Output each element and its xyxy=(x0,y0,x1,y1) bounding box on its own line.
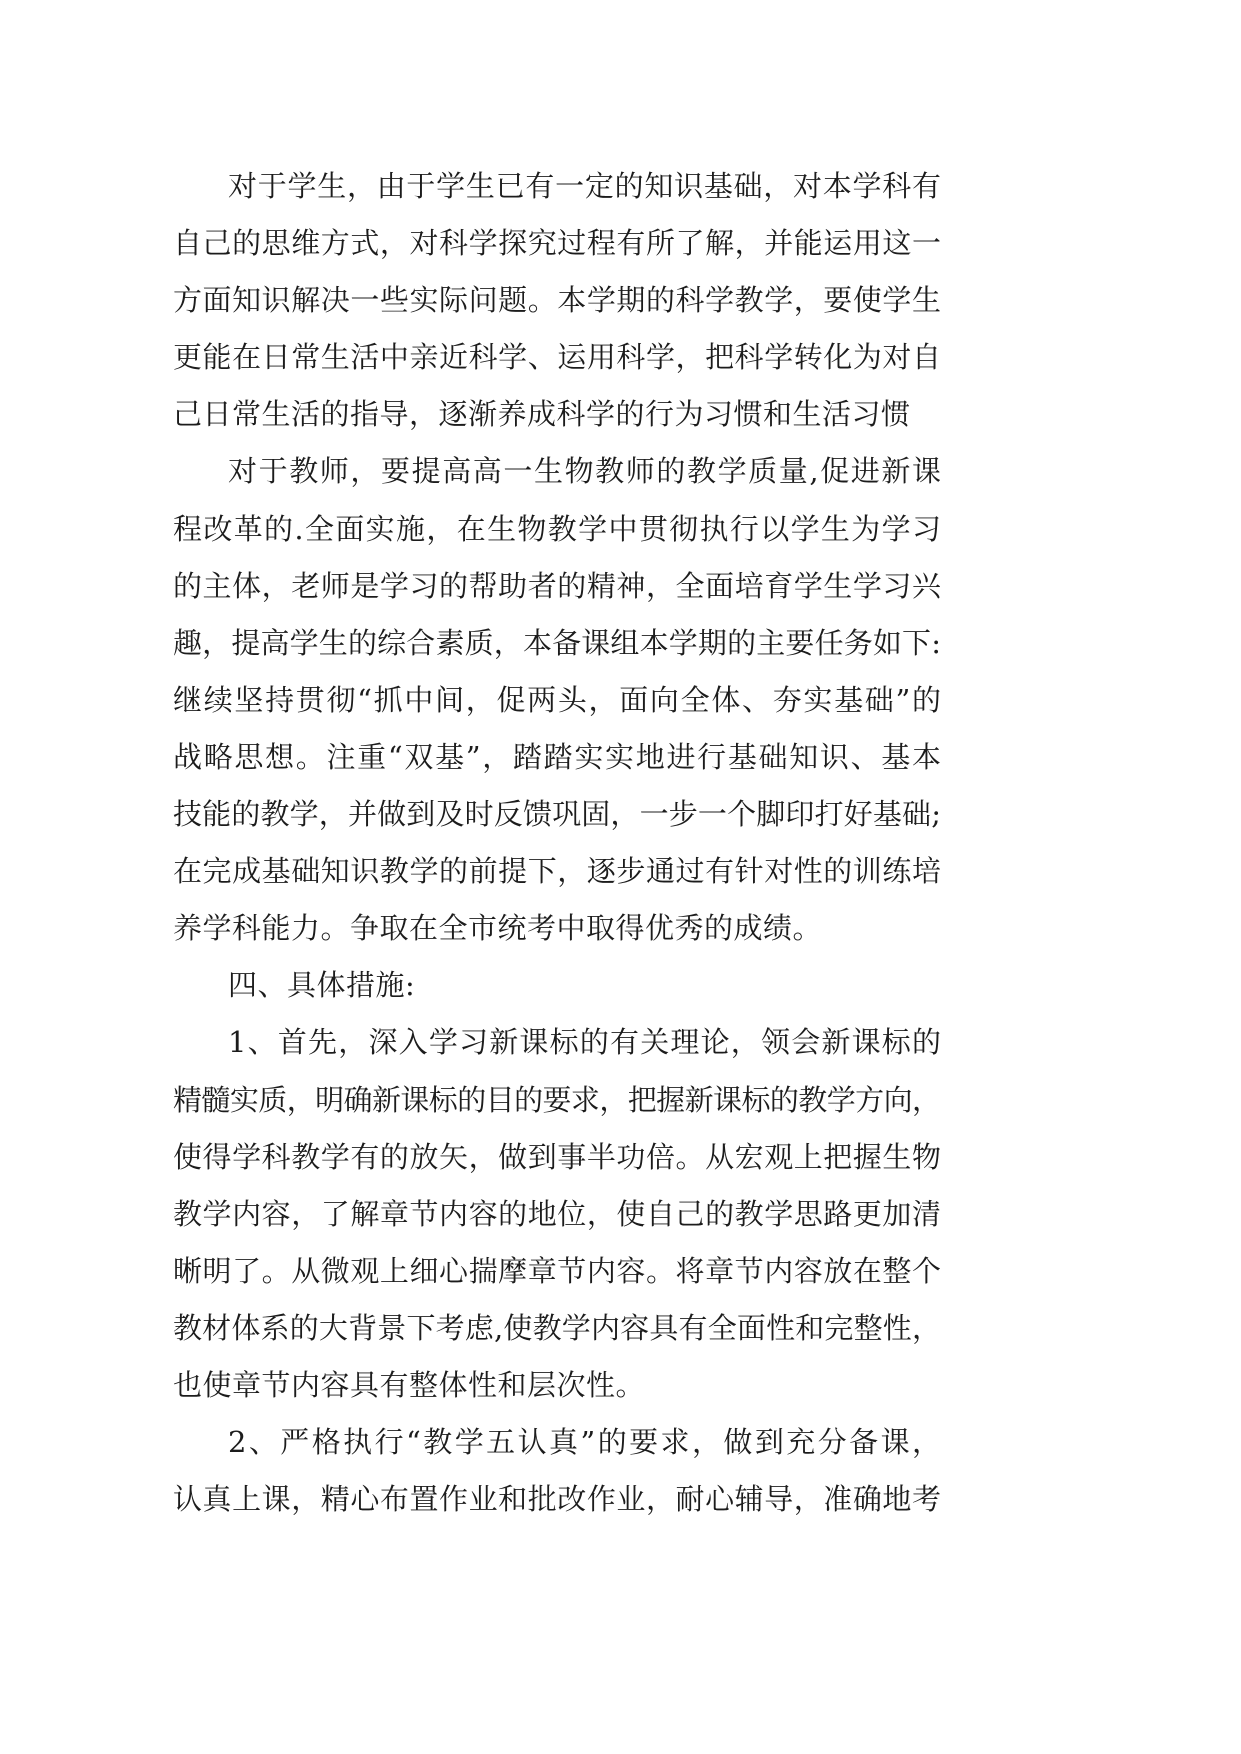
text-line: 使得学科教学有的放矢，做到事半功倍。从宏观上把握生物 xyxy=(173,1139,940,1174)
text-line: 精髓实质，明确新课标的目的要求，把握新课标的教学方向， xyxy=(173,1082,940,1117)
text-line: 继续坚持贯彻“抓中间，促两头，面向全体、夯实基础”的 xyxy=(173,682,940,717)
text-line: 2、严格执行“教学五认真”的要求，做到充分备课， xyxy=(228,1425,940,1460)
text-line: 教学内容，了解章节内容的地位，使自己的教学思路更加清 xyxy=(173,1196,940,1231)
text-line: 也使章节内容具有整体性和层次性。 xyxy=(173,1367,646,1402)
text-line: 趣，提高学生的综合素质，本备课组本学期的主要任务如下: xyxy=(173,625,940,660)
text-line: 对于学生，由于学生已有一定的知识基础，对本学科有 xyxy=(228,169,940,203)
paragraph xyxy=(173,443,940,957)
text-line: 自己的思维方式，对科学探究过程有所了解，并能运用这一 xyxy=(173,226,940,261)
text-line: 程改革的.全面实施，在生物教学中贯彻执行以学生为学习 xyxy=(173,511,940,546)
section-heading xyxy=(173,957,940,1014)
paragraph xyxy=(173,158,940,443)
text-line: 的主体，老师是学习的帮助者的精神，全面培育学生学习兴 xyxy=(173,568,940,603)
text-line: 方面知识解决一些实际问题。本学期的科学教学，要使学生 xyxy=(173,283,940,318)
paragraph xyxy=(173,1414,940,1528)
text-line: 对于教师，要提高高一生物教师的教学质量,促进新课 xyxy=(228,454,940,489)
text-line: 养学科能力。争取在全市统考中取得优秀的成绩。 xyxy=(173,911,823,946)
text-line: 己日常生活的指导，逐渐养成科学的行为习惯和生活习惯 xyxy=(173,397,911,432)
text-line: 1、首先，深入学习新课标的有关理论，领会新课标的 xyxy=(228,1025,940,1060)
text-line: 四、具体措施: xyxy=(228,968,416,1003)
text-line: 认真上课，精心布置作业和批改作业，耐心辅导，准确地考 xyxy=(173,1482,940,1517)
document-body xyxy=(173,158,940,1528)
text-line: 战略思想。注重“双基”，踏踏实实地进行基础知识、基本 xyxy=(173,739,940,774)
text-line: 教材体系的大背景下考虑,使教学内容具有全面性和完整性， xyxy=(173,1310,940,1345)
text-line: 晰明了。从微观上细心揣摩章节内容。将章节内容放在整个 xyxy=(173,1253,940,1288)
text-line: 更能在日常生活中亲近科学、运用科学，把科学转化为对自 xyxy=(173,340,940,375)
text-line: 在完成基础知识教学的前提下，逐步通过有针对性的训练培 xyxy=(173,854,940,889)
paragraph xyxy=(173,1014,940,1414)
text-line: 技能的教学，并做到及时反馈巩固，一步一个脚印打好基础; xyxy=(173,797,940,832)
